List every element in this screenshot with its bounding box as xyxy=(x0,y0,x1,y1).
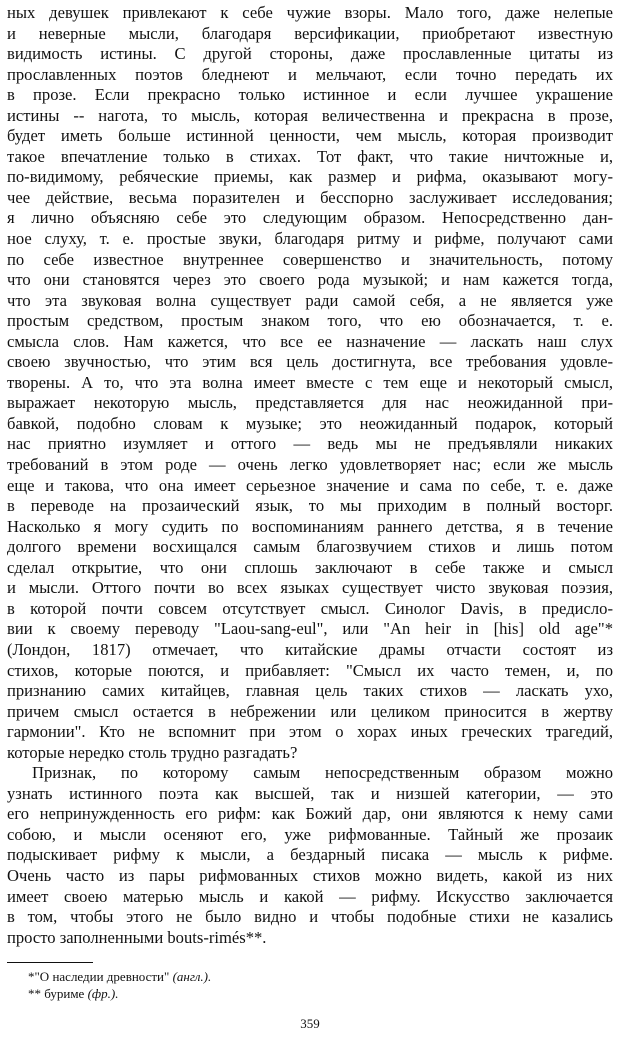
text-line: его непринужденность его рифм: как Божий дар, они являются к нему сами xyxy=(7,804,613,824)
text-line: прославленных поэтов бледнеют и мельчают, если точно передать их xyxy=(7,64,613,84)
text-line: по-видимому, ребяческие приемы, как размер и рифма, оказывают могу- xyxy=(7,167,613,187)
footnote-1 xyxy=(28,969,211,986)
text-line: (Лондон, 1817) отмечает, что китайские драмы отчасти состоят из xyxy=(7,639,613,659)
text-line: сделал открытие, что они сплошь заключают в себе также и смысл xyxy=(7,557,613,577)
text-line: в переводе на прозаический язык, то мы приходим в полный восторг. xyxy=(7,496,613,516)
text-line: и неверные мысли, благодаря версификации, приобретают известную xyxy=(7,23,613,43)
footnote-text: "О наследии древности" xyxy=(34,969,170,984)
text-line: в которой почти совсем отсутствует смысл. Синолог Davis, в предислo- xyxy=(7,598,613,618)
paragraph-start-line: Признак, по которому самым непосредственным образом можно xyxy=(32,763,613,783)
footnote-language: (англ.). xyxy=(172,969,212,984)
text-line: бавкой, подобно словам к музыке; это неожиданный подарок, который xyxy=(7,413,613,433)
text-line: в том, чтобы этого не было видно и чтобы подобные стихи не казались xyxy=(7,907,613,927)
text-line: я лично объясняю себе это следующим образом. Непосредственно дан- xyxy=(7,208,613,228)
footnote-language: (фр.). xyxy=(87,985,119,1001)
text-line: будет иметь больше истинной ценности, чем мысль, которая производит xyxy=(7,126,613,146)
text-line: ное слуху, т. е. простые звуки, благодаря ритму и рифме, получают сами xyxy=(7,229,613,249)
text-line: долгого времени восхищался самым благозвучием стихов и лишь потом xyxy=(7,537,613,557)
text-line: признанию самих китайцев, главная цель таких стихов — ласкать ухо, xyxy=(7,681,613,701)
paragraph-end-line: которые нередко столь трудно разгадать? xyxy=(7,742,298,762)
text-line: в прозе. Если прекрасно только истинное и если лучшее украшение xyxy=(7,85,613,105)
text-line: истины -- нагота, то мысль, которая величественна и прекрасна в прозе, xyxy=(7,105,613,125)
text-line: ных девушек привлекают к себе чужие взоры. Мало того, даже нелепые xyxy=(7,3,613,22)
text-line: узнать истинного поэта как высшей, так и низшей категории, — это xyxy=(7,783,613,803)
text-line: по себе известное внутреннее совершенство и значительность, потому xyxy=(7,249,613,269)
body-text xyxy=(7,3,613,948)
text-line: еще и такова, что она имеет серьезное значение и сама по себе, т. е. даже xyxy=(7,475,613,495)
footnote-2 xyxy=(28,986,211,1003)
page-number: 359 xyxy=(300,1016,320,1031)
text-line: причем смысл остается в небрежении или целиком приносится в жертву xyxy=(7,701,613,721)
text-line: подыскивает рифму к мысли, а бездарный писака — мысль к рифме. xyxy=(7,845,613,865)
text-line: своею звучностью, что этим вся цель достигнута, все требования удовле- xyxy=(7,352,613,372)
text-line: Насколько я могу судить по воспоминаниям раннего детства, я в течение xyxy=(7,516,613,536)
text-line: нас приятно изумляет и оттого — ведь мы не предъявляли никаких xyxy=(7,434,613,454)
footnotes xyxy=(28,969,211,1002)
text-line: смысла слов. Нам кажется, что все ее назначение — ласкать наш слух xyxy=(7,331,613,351)
text-line: стихов, которые поются, и прибавляет: "Смысл их часто темен, и, по xyxy=(7,660,613,680)
text-line: Очень часто из пары рифмованных стихов можно видеть, какой из них xyxy=(7,865,613,885)
paragraph-end-line: просто заполненными bouts-rimés**. xyxy=(7,927,267,947)
text-line: простым средством, простым знаком того, что ею обозначается, т. е. xyxy=(7,311,613,331)
text-line: вии к своему переводу "Laou-sang-eul", или "An heir in [his] old age"* xyxy=(7,619,613,639)
text-line: и мысли. Оттого почти во всех языках существует чисто звуковая поэзия, xyxy=(7,578,613,598)
text-line: выражает некоторую мысль, представляется для нас неожиданной при- xyxy=(7,393,613,413)
text-line: видимость истины. С другой стороны, даже прославленные цитаты из xyxy=(7,44,613,64)
footnote-text: буриме xyxy=(44,985,85,1001)
text-line: гармонии". Кто не вспомнит при этом о хорах иных греческих трагедий, xyxy=(7,722,613,742)
text-line: требований в этом роде — очень легко удовлетворяет нас; если же мысль xyxy=(7,455,613,475)
text-line: что они становятся через это своего рода музыкой; и нам кажется тогда, xyxy=(7,270,613,290)
footnote-mark: ** xyxy=(28,985,41,1001)
footnote-mark: * xyxy=(28,969,35,984)
text-line: творены. А то, что эта волна имеет вместе с тем еще и некоторый смысл, xyxy=(7,372,613,392)
text-line: чее действие, весьма поразителен и бесспорно заслуживает исследования; xyxy=(7,187,613,207)
footnote-divider xyxy=(7,962,93,963)
text-line: собою, и мысли осеняют его, уже рифмованные. Тайный же прозаик xyxy=(7,824,613,844)
text-line: имеет своею матерью мысль и какой — рифму. Искусство заключается xyxy=(7,886,613,906)
text-line: что эта звуковая волна существует ради самой себя, а не является уже xyxy=(7,290,613,310)
text-line: такое впечатление только в стихах. Тот факт, что такие ничтожные и, xyxy=(7,146,613,166)
